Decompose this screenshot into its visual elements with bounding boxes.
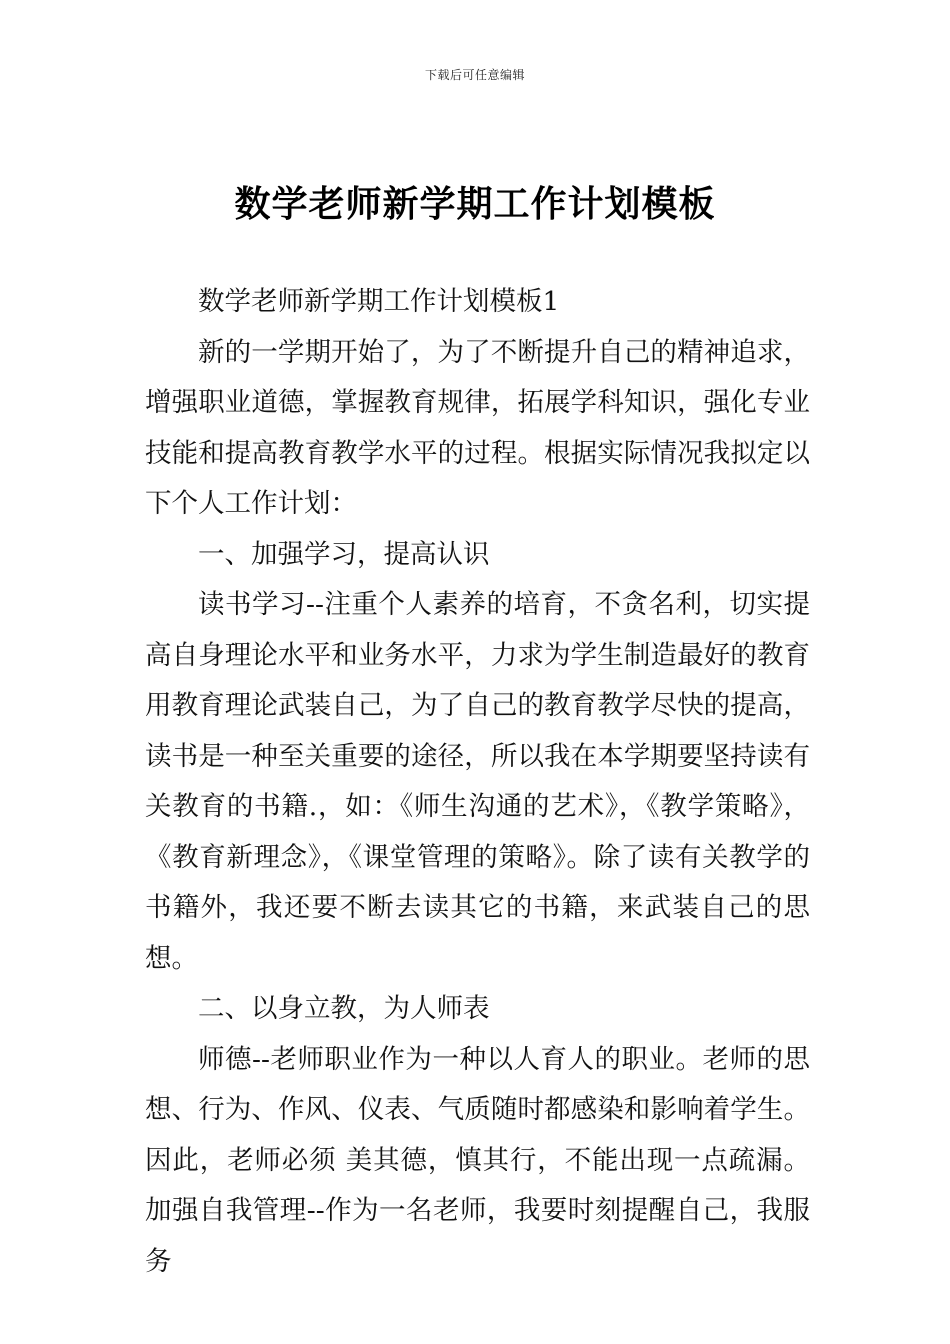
header-note: 下载后可任意编辑	[424, 68, 525, 82]
document-title: 数学老师新学期工作计划模板	[234, 184, 716, 225]
document-body	[145, 277, 810, 1287]
paragraph-subtitle: 数学老师新学期工作计划模板1	[198, 286, 560, 317]
paragraph-ethics: 师德--老师职业作为一种以人育人的职业。老师的思想、行为、作风、仪表、气质随时都感染和影响着学生。因此，老师必须 美其德，慎其行，不能出现一点疏漏。加强自我管理--作为一名老师，我要时刻提醒自己，我服务	[145, 1043, 810, 1277]
section-heading-1: 一、加强学习，提高认识	[198, 538, 490, 570]
section-heading-2: 二、以身立教，为人师表	[198, 993, 490, 1024]
paragraph-reading: 读书学习--注重个人素养的培育，不贪名利，切实提高自身理论水平和业务水平，力求为学生制造最好的教育用教育理论武装自己，为了自己的教育教学尽快的提高，读书是一种至关重要的途径，所以我在本学期要坚持读有关教育的书籍.，如：《师生沟通的艺术》，《教学策略》，《教育新理念》，《课堂管理的策略》。除了读有关教学的书籍外，我还要不断去读其它的书籍，来武装自己的思想。	[145, 589, 810, 974]
paragraph-intro: 新的一学期开始了，为了不断提升自己的精神追求，增强职业道德，掌握教育规律，拓展学科知识，强化专业技能和提高教育教学水平的过程。根据实际情况我拟定以下个人工作计划：	[145, 336, 810, 519]
